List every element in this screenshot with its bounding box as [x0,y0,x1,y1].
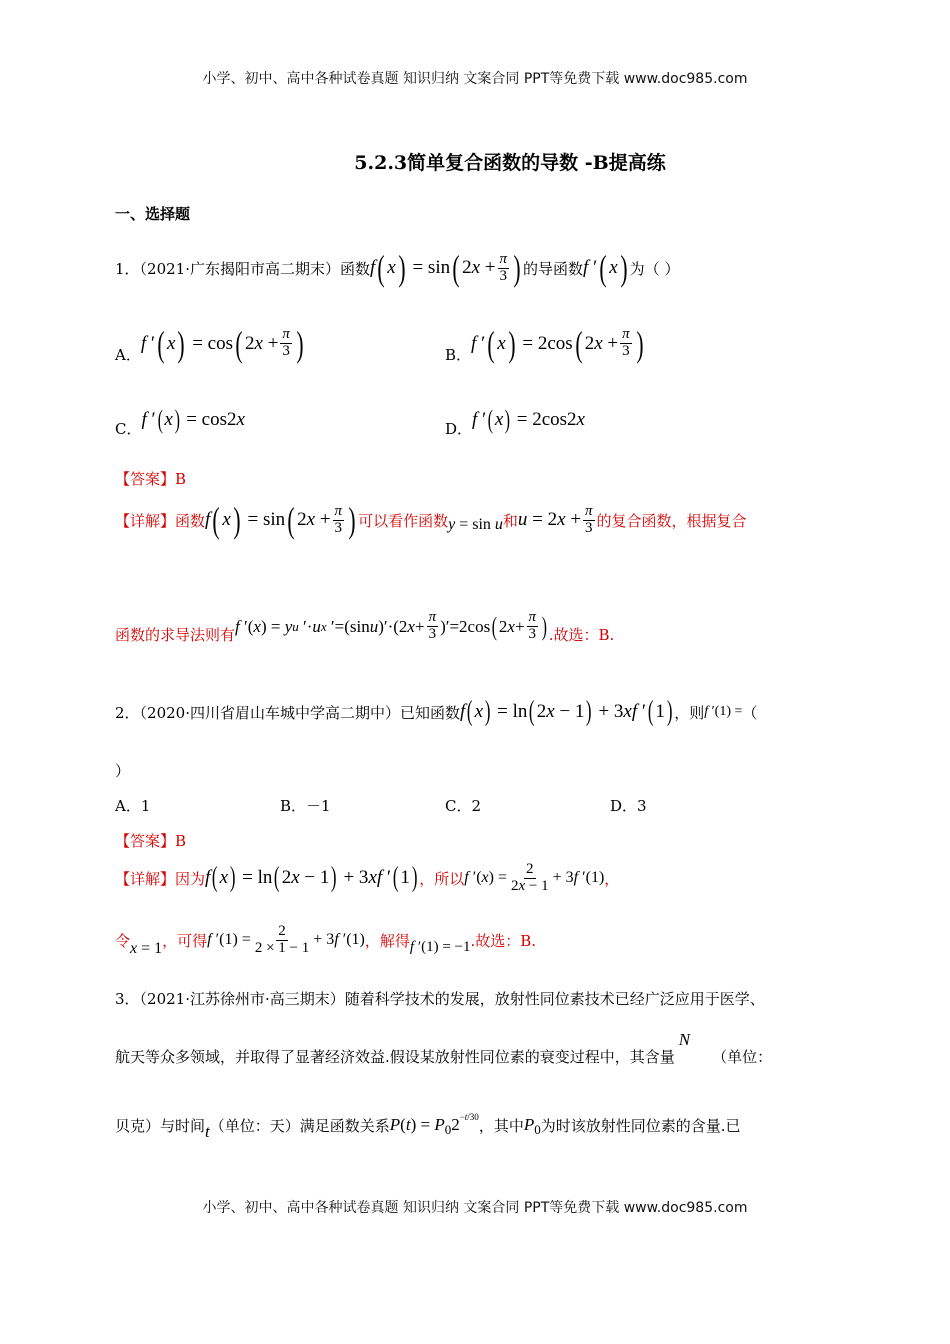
q1-detail-text4: 的复合函数，根据复合 [596,511,747,530]
q2-line2-formula2: f ′(1) = $\frac{2}{2 \times 1 - 1}$ + 3 f ′(1) [207,922,365,956]
q2-option-a: A．1 [115,797,151,815]
option-d [445,400,585,439]
q2-detail-line2 [115,922,536,958]
q1-detail-text3: 和 [502,511,518,530]
q2-line2-text3: ，解得 [364,931,410,950]
q2-line2-text1: 令 [115,931,131,950]
q2-detail-label: 【详解】 [115,869,176,888]
page-header: 小学、初中、高中各种试卷真题 知识归纳 文案合同 PPT等免费下载 www.doc985.com [202,71,748,87]
q1-detail-line2 [115,608,614,645]
option-a [115,322,306,365]
q2-line2-formula3: f ′(1) = −1 [409,938,471,955]
q3-symbol-t: t [205,1122,210,1141]
option-a-label: A． [115,346,141,364]
q3-line3-text-a: 贝克）与时间 [115,1116,206,1135]
q2-detail-formula2: f ′( x ) = $\frac{2}{2x - 1}$ + 3 f ′(1) [464,861,605,894]
section-heading: 一、选择题 [115,205,191,223]
q1-prefix: 1．（2021·广东揭阳市高二期末）函数 [115,259,370,278]
question-1 [115,250,679,286]
q2-line2-text2: ，可得 [162,931,208,950]
q2-prefix: 2．（2020·四川省眉山车城中学高二期中）已知函数 [115,703,460,722]
q2-suffix2: （ [742,703,758,722]
q3-symbol-N: N [678,1030,691,1049]
q2-question-formula: f ′(1) = [704,704,743,719]
q1-detail-text1: 函数 [175,511,206,530]
option-d-formula: f ′ ( x ) = 2cos2 x [472,404,585,434]
q2-detail-text3: ， [604,869,620,888]
q1-detail-formula2: y = sin u [448,516,503,533]
option-d-label: D． [445,420,473,438]
q2-suffix: ，则 [674,703,705,722]
q2-detail-text2: ，所以 [419,869,465,888]
q2-answer: 【答案】B [115,832,187,850]
q1-detail-text5: 函数的求导法则有 [115,626,236,644]
q1-detail-formula3: u = 2 x + $\frac{\pi}{3}$ [517,502,593,536]
page-footer: 小学、初中、高中各种试卷真题 知识归纳 文案合同 PPT等免费下载 www.doc985.com [202,1200,748,1216]
q1-suffix: 为（ ） [629,259,680,278]
q2-close-paren: ） [115,762,131,780]
q1-function-formula: f ( x ) = sin ( 2 x + $\frac{\pi}{3}$ ) [370,248,521,288]
q2-function-formula: f ( x ) = ln ( 2 x − 1 ) + 3 xf ′ ( 1 ) [460,696,673,727]
q2-line2-end: .故选：B. [470,931,537,950]
option-c-formula: f ′ ( x ) = cos2 x [141,404,245,434]
q1-detail-end: .故选：B. [548,626,615,644]
page-title: 5.2.3简单复合函数的导数 -B提高练 [354,152,666,174]
q3-line1: 3．（2021·江苏徐州市·高三期末）随着科学技术的发展，放射性同位素技术已经广泛应用于医学、 [115,990,765,1008]
option-a-formula: f ′ ( x ) = cos ( 2 x + $\frac{\pi}{3}$ ) [140,323,304,364]
q2-detail-line1 [115,862,619,895]
q3-symbol-P0: P 0 [523,1115,541,1137]
q3-line2-text-a: 航天等众多领域，并取得了显著经济效益.假设某放射性同位素的衰变过程中，其含量 [115,1048,675,1066]
q1-detail-text2: 可以看作函数 [358,511,449,530]
q3-line3 [115,1108,741,1142]
option-b-label: B． [445,346,472,364]
q1-detail-formula4: f ′( x ) = y u ′· u x ′=(sin u )′·(2 x + $\frac{\pi}{3}$ )′=2cos ( 2 x + $\frac{\pi}{3}$ ) [235,609,547,642]
q1-middle: 的导函数 [523,259,584,278]
option-c-label: C． [115,420,142,438]
q2-detail-formula1: f ( x ) = ln ( 2 x − 1 ) + 3 xf ′ ( 1 ) [205,862,418,894]
q1-detail-label: 【详解】 [115,511,176,530]
question-2 [115,698,757,726]
q2-detail-text1: 因为 [175,869,206,888]
q2-option-d: D．3 [610,797,647,815]
q2-option-b: B．－1 [280,797,331,815]
q1-detail-line1 [115,502,747,538]
option-b-formula: f ′ ( x ) = 2cos ( 2 x + $\frac{\pi}{3}$ ) [471,323,644,364]
q3-decay-formula: P ( t ) = P 0 2 −t/30 [389,1112,479,1137]
option-c [115,400,245,439]
q3-line3-text-b: （单位：天）满足函数关系 [209,1116,390,1135]
q1-derivative-symbol: f ′ ( x ) [583,248,628,288]
q3-line3-text-c: ，其中 [478,1116,524,1135]
q1-answer: 【答案】B [115,470,187,488]
q2-line2-formula1: x = 1 [130,940,163,957]
q3-line2 [115,1030,773,1067]
q3-line2-text-b: （单位： [712,1048,773,1066]
option-b [445,322,646,365]
q3-line3-text-d: 为时该放射性同位素的含量.已 [540,1116,741,1135]
q1-detail-formula1: f ( x ) = sin ( 2 x + $\frac{\pi}{3}$ ) [205,500,356,540]
q2-option-c: C．2 [445,797,482,815]
